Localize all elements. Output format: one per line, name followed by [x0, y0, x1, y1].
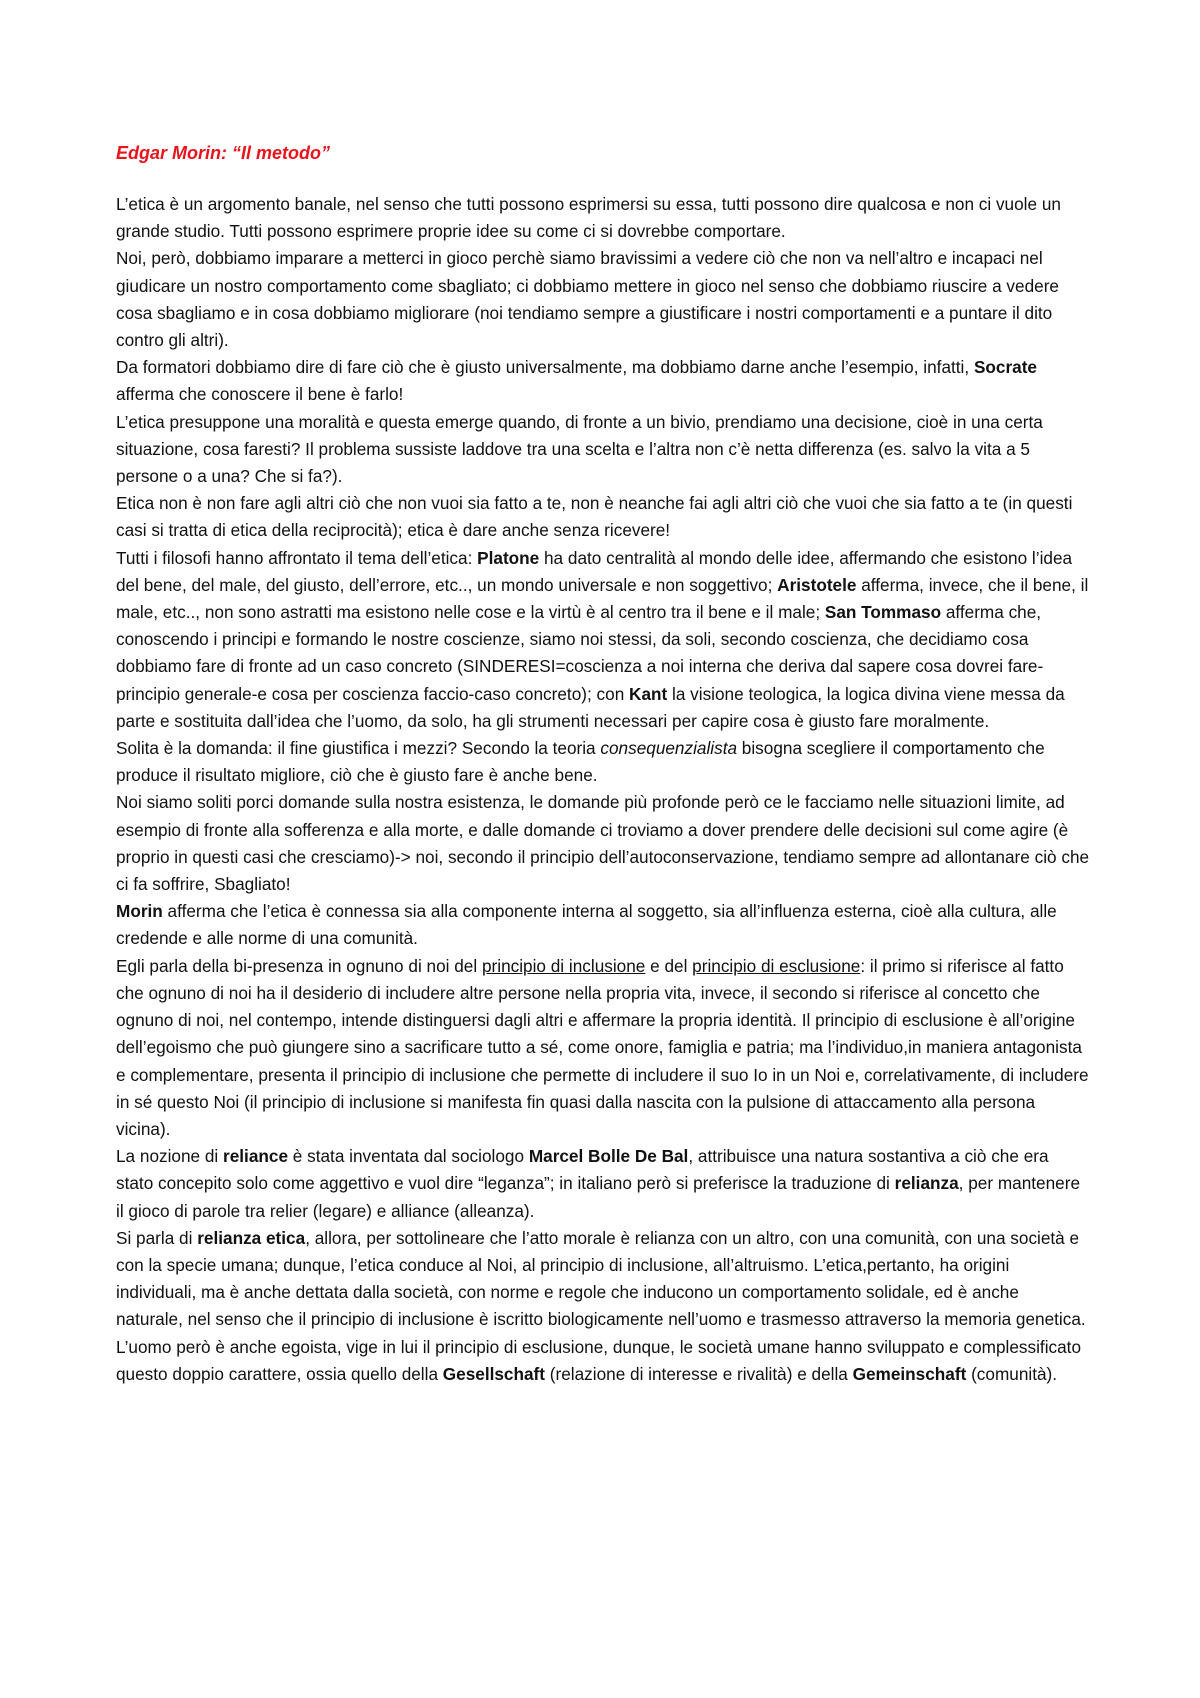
paragraph — [116, 953, 1090, 1143]
text-run: Socrate — [973, 357, 1037, 378]
text-run: : il primo si riferisce al fatto che ognuno di noi ha il desiderio di includere altre persone nella propria vita, invece, il secondo si riferisce al concetto che ognuno di noi, nel contempo, intende distinguersi dagli altri e affermare la propria identità. Il principio di esclusione è all’origine dell’egoismo che può giungere sino a sacrificare tutto a sé, come onore, famiglia e patria; ma l’individuo,in maniera antagonista e complementare, presenta il principio di inclusione che permette di includere il suo Io in un Noi e, correlativamente, di includere in sé questo Noi (il principio di inclusione si manifesta fin quasi dalla nascita con la pulsione di attaccamento alla persona vicina). — [116, 955, 1089, 1139]
text-run: è stata inventata dal sociologo — [288, 1146, 529, 1167]
text-run: afferma che, conoscendo i principi e formando le nostre coscienze, siamo noi stessi, da soli, secondo coscienza, che decidiamo cosa dobbiamo fare di fronte ad un caso concreto (SINDERESI=coscienza a noi interna che deriva dal sapere cosa dovrei fare-principio generale-e cosa per coscienza faccio-caso concreto); con — [116, 602, 1044, 704]
text-run: Tutti i filosofi hanno affrontato il tema dell’etica: — [116, 547, 478, 568]
text-run: Da formatori dobbiamo dire di fare ciò che è giusto universalmente, ma dobbiamo darne anche l’esempio, infatti, — [116, 357, 974, 378]
text-run: afferma che l’etica è connessa sia alla componente interna al soggetto, sia all’influenza esterna, cioè alla cultura, alle credende e alle norme di una comunità. — [116, 901, 1057, 949]
text-run: Gesellschaft — [442, 1363, 545, 1384]
text-run: Egli parla della bi-presenza in ognuno di noi del — [116, 955, 482, 976]
text-run: (comunità). — [966, 1363, 1058, 1384]
text-run: Solita è la domanda: il fine giustifica i mezzi? Secondo la teoria — [116, 738, 601, 759]
text-run: relianza etica — [197, 1227, 306, 1248]
text-run: Noi, però, dobbiamo imparare a metterci in gioco perchè siamo bravissimi a vedere ciò che non va nell’altro e incapaci nel giudicare un nostro comportamento come sbagliato; ci dobbiamo mettere in gioco nel senso che dobbiamo riuscire a vedere cosa sbagliamo e in cosa dobbiamo migliorare (noi tendiamo sempre a giustificare i nostri comportamenti e a puntare il dito contro gli altri). — [116, 248, 1059, 351]
text-run: bisogna scegliere il comportamento che produce il risultato migliore, ciò che è giusto fare è anche bene. — [116, 738, 1045, 786]
text-run: Etica non è non fare agli altri ciò che non vuoi sia fatto a te, non è neanche fai agli altri ciò che vuoi che sia fatto a te (in questi casi si tratta di etica della reciprocità); etica è dare anche senza ricevere! — [116, 493, 1073, 541]
text-run: Aristotele — [777, 574, 857, 595]
document-body — [116, 191, 1090, 1388]
text-run: (relazione di interesse e rivalità) e della — [545, 1363, 853, 1384]
paragraph — [116, 545, 1090, 735]
text-run: relianza — [894, 1173, 959, 1194]
text-run: Marcel Bolle De Bal — [528, 1146, 689, 1167]
text-run: afferma che conoscere il bene è farlo! — [116, 384, 404, 405]
text-run: , allora, per sottolineare che l’atto morale è relianza con un altro, con una comunità, con una società e con la specie umana; dunque, l’etica conduce al Noi, al principio di inclusione, all’altruismo. L’etica,pertanto, ha origini individuali, ma è anche dettata dalla società, con norme e regole che inducono un comportamento solidale, ed è anche naturale, nel senso che il principio di inclusione è iscritto biologicamente nell’uomo e trasmesso attraverso la memoria genetica. — [116, 1227, 1086, 1330]
text-run: L’etica è un argomento banale, nel senso che tutti possono esprimersi su essa, tutti possono dire qualcosa e non ci vuole un grande studio. Tutti possono esprimere proprie idee su come ci si dovrebbe comportare. — [116, 194, 1061, 242]
text-run: La nozione di — [116, 1146, 224, 1167]
text-run: Noi siamo soliti porci domande sulla nostra esistenza, le domande più profonde però ce le facciamo nelle situazioni limite, ad esempio di fronte alla sofferenza e alla morte, e dalle domande ci troviamo a dover prendere delle decisioni sul come agire (è proprio in questi casi che cresciamo)-> noi, secondo il principio dell’autoconservazione, tendiamo sempre ad allontanare ciò che ci fa soffrire, Sbagliato! — [116, 792, 1090, 895]
text-run: Kant — [629, 683, 668, 704]
text-run: L’uomo però è anche egoista, vige in lui il principio di esclusione, dunque, le società umane hanno sviluppato e complessificato questo doppio carattere, ossia quello della — [116, 1336, 1082, 1384]
text-run: San Tommaso — [824, 602, 942, 623]
text-run: ha dato centralità al mondo delle idee, affermando che esistono l’idea del bene, del male, del giusto, dell’errore, etc.., un mondo universale e non soggettivo; — [116, 547, 1073, 595]
paragraph — [116, 409, 1090, 491]
paragraph — [116, 898, 1090, 952]
text-run: Platone — [477, 547, 540, 568]
paragraph — [116, 1225, 1090, 1334]
paragraph — [116, 1334, 1090, 1388]
text-run: L’etica presuppone una moralità e questa emerge quando, di fronte a un bivio, prendiamo una decisione, cioè in una certa situazione, cosa faresti? Il problema sussiste laddove tra una scelta e l’altra non c’è netta differenza (es. salvo la vita a 5 persone o a una? Che si fa?). — [116, 411, 1043, 487]
text-run: Gemeinschaft — [852, 1363, 967, 1384]
document-title: Edgar Morin: “Il metodo” — [116, 143, 330, 163]
text-run: reliance — [223, 1146, 289, 1167]
paragraph — [116, 490, 1090, 544]
text-run: consequenzialista — [600, 738, 738, 759]
paragraph — [116, 245, 1090, 354]
text-run: la visione teologica, la logica divina viene messa da parte e sostituita dall’idea che l’uomo, da solo, ha gli strumenti necessari per capire cosa è giusto fare moralmente. — [116, 683, 1065, 731]
text-run: e del — [645, 955, 693, 976]
paragraph — [116, 354, 1090, 408]
text-run: Morin — [116, 901, 163, 922]
text-run: , per mantenere il gioco di parole tra relier (legare) e alliance (alleanza). — [116, 1173, 1081, 1221]
paragraph — [116, 789, 1090, 898]
text-run: principio di inclusione — [481, 955, 646, 976]
text-run: Si parla di — [116, 1227, 198, 1248]
text-run: principio di esclusione — [692, 955, 861, 976]
paragraph — [116, 191, 1090, 245]
text-run: , attribuisce una natura sostantiva a ciò che era stato concepito solo come aggettivo e vuol dire “leganza”; in italiano però si preferisce la traduzione di — [116, 1146, 1049, 1194]
paragraph — [116, 1143, 1090, 1225]
text-run: afferma, invece, che il bene, il male, etc.., non sono astratti ma esistono nelle cose e la virtù è al centro tra il bene e il male; — [116, 574, 1089, 623]
paragraph — [116, 735, 1090, 789]
